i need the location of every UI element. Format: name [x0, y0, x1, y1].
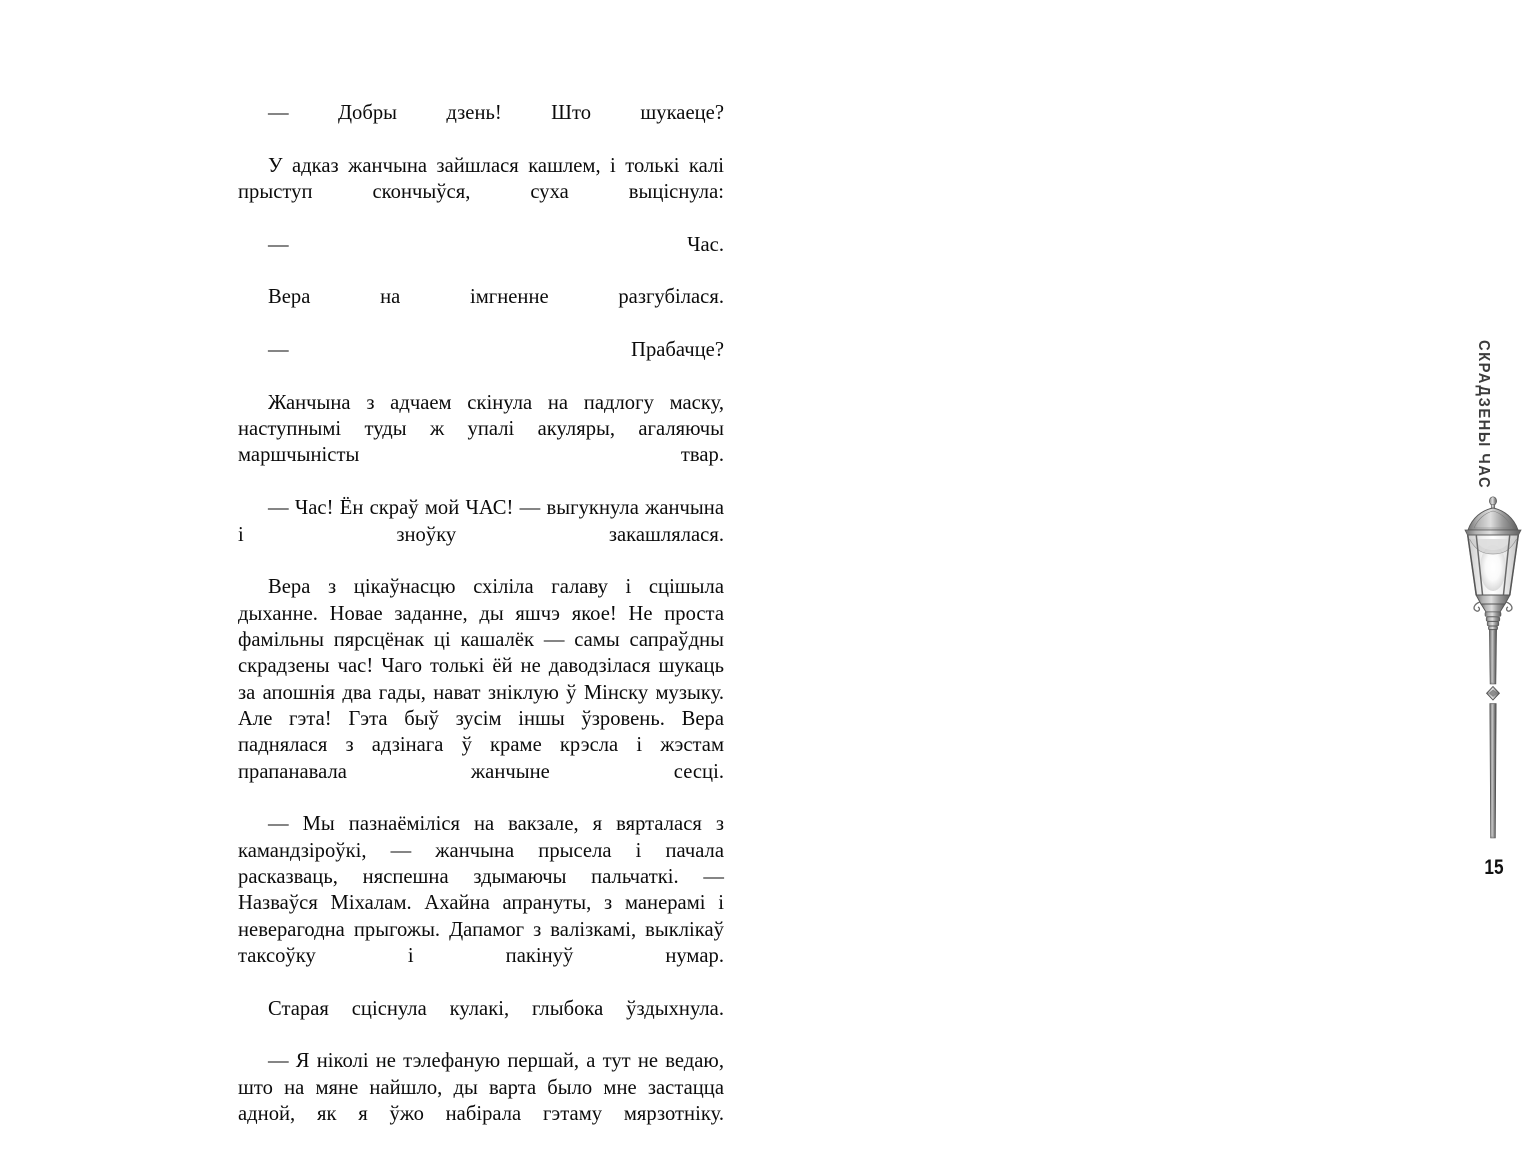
- running-head-title: СКРАДЗЕНЫ ЧАС: [1474, 340, 1492, 489]
- body-paragraph: Вера з цікаўнасцю схіліла галаву і сцішыла дыханне. Новае заданне, ды яшчэ якое! Не проста фамільны пярсцёнак ці кашалёк — самы сапраўдны скрадзены час! Чаго толькі ёй не даводзілася шукаць за апошнія два гады, нават знiклую ў Мінску музыку. Але гэта! Гэта быў зусім іншы ўзровень. Вера паднялася з адзінага ў краме крэсла і жэстам прапанавала жанчыне сесці.: [238, 574, 724, 811]
- body-paragraph: — Я ніколі не тэлефаную першай, а тут не ведаю, што на мяне найшло, ды варта было мне застацца адной, як я ўжо набірала гэтаму мярзотніку.: [238, 1048, 724, 1153]
- body-paragraph: — Час! Ён скраў мой ЧАС! — выгукнула жанчына і зноўку закашлялася.: [238, 495, 724, 574]
- body-paragraph: Старая сціснула кулакі, глыбока ўздыхнула.: [238, 996, 724, 1049]
- body-paragraph: Жанчына з адчаем скінула на падлогу маску, наступнымі туды ж упалі акуляры, агаляючы маршчыністы твар.: [238, 390, 724, 495]
- page-number: 15: [1478, 856, 1511, 880]
- body-paragraph: У адказ жанчына зайшлася кашлем, і толькі калі прыступ скончыўся, суха выціснула:: [238, 153, 724, 232]
- body-paragraph: — Час.: [238, 232, 724, 285]
- body-paragraph: — Мы пазнаёміліся на вакзале, я вярталася з камандзіроўкі, — жанчына прысела і пачала расказваць, няспешна здымаючы пальчаткі. — Назваўся Міхалам. Ахайна апрануты, з манерамі і неверагодна прыгожы. Дапамог з валізкамі, выклікаў таксоўку і пакінуў нумар.: [238, 811, 724, 995]
- body-paragraph: Вера на імгненне разгубілася.: [238, 284, 724, 337]
- street-lamp-icon: [1452, 492, 1534, 852]
- body-paragraph: — Добры дзень! Што шукаеце?: [238, 100, 724, 153]
- body-paragraph: — Прабачце?: [238, 337, 724, 390]
- margin-ornament-column: [726, 0, 816, 1000]
- body-text-column: [238, 100, 724, 1154]
